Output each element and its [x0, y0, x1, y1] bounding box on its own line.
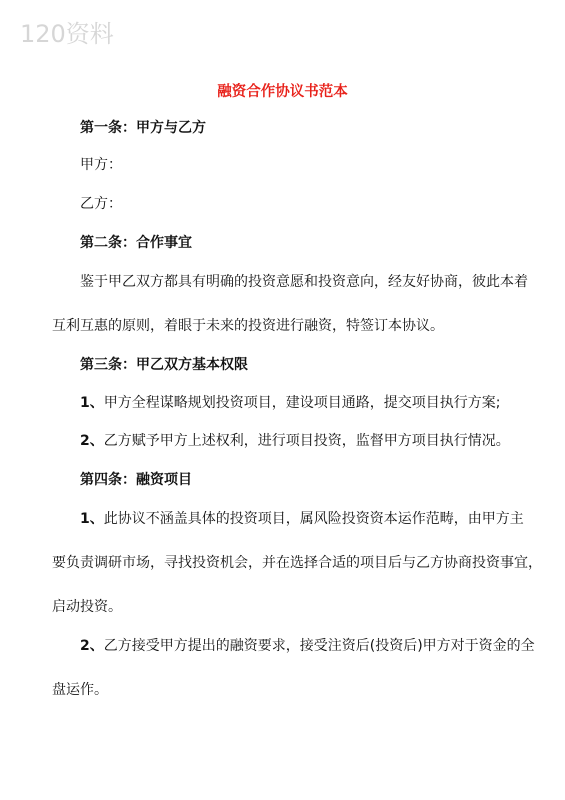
item-text: 乙方接受甲方提出的融资要求，接受注资后(投资后)甲方对于资金的全: [103, 638, 535, 654]
document-title: 融资合作协议书范本: [217, 84, 348, 100]
item-text: 乙方赋予甲方上述权利，进行项目投资，监督甲方项目执行情况。: [103, 433, 510, 449]
article-3-item-2: [80, 431, 510, 451]
article-4-item-2-line-2: 盘运作。: [52, 682, 108, 698]
article-2-heading: 第二条：合作事宜: [80, 235, 192, 251]
article-4-item-2-line-1: [80, 636, 535, 656]
article-3-item-1: [80, 393, 500, 413]
article-4-item-1-line-3: 启动投资。: [52, 599, 122, 615]
article-4-item-1-line-2: 要负责调研市场，寻找投资机会，并在选择合适的项目后与乙方协商投资事宜，: [52, 555, 542, 571]
watermark: 120资料: [20, 20, 114, 48]
item-number: 2、: [80, 433, 104, 449]
party-a-label: 甲方：: [80, 157, 122, 173]
article-2-paragraph-line-1: 鉴于甲乙双方都具有明确的投资意愿和投资意向，经友好协商，彼此本着: [80, 274, 528, 290]
item-number: 1、: [80, 511, 104, 527]
article-4-item-1-line-1: [80, 509, 524, 529]
item-number: 1、: [80, 395, 104, 411]
item-text: 此协议不涵盖具体的投资项目，属风险投资资本运作范畴，由甲方主: [103, 511, 524, 527]
party-b-label: 乙方：: [80, 196, 122, 212]
article-4-heading: 第四条：融资项目: [80, 472, 192, 488]
item-number: 2、: [80, 638, 104, 654]
article-2-paragraph-line-2: 互利互惠的原则，着眼于未来的投资进行融资，特签订本协议。: [52, 318, 444, 334]
article-1-heading: 第一条：甲方与乙方: [80, 120, 206, 136]
article-3-heading: 第三条：甲乙双方基本权限: [80, 357, 248, 373]
item-text: 甲方全程谋略规划投资项目，建设项目通路，提交项目执行方案;: [103, 395, 501, 411]
